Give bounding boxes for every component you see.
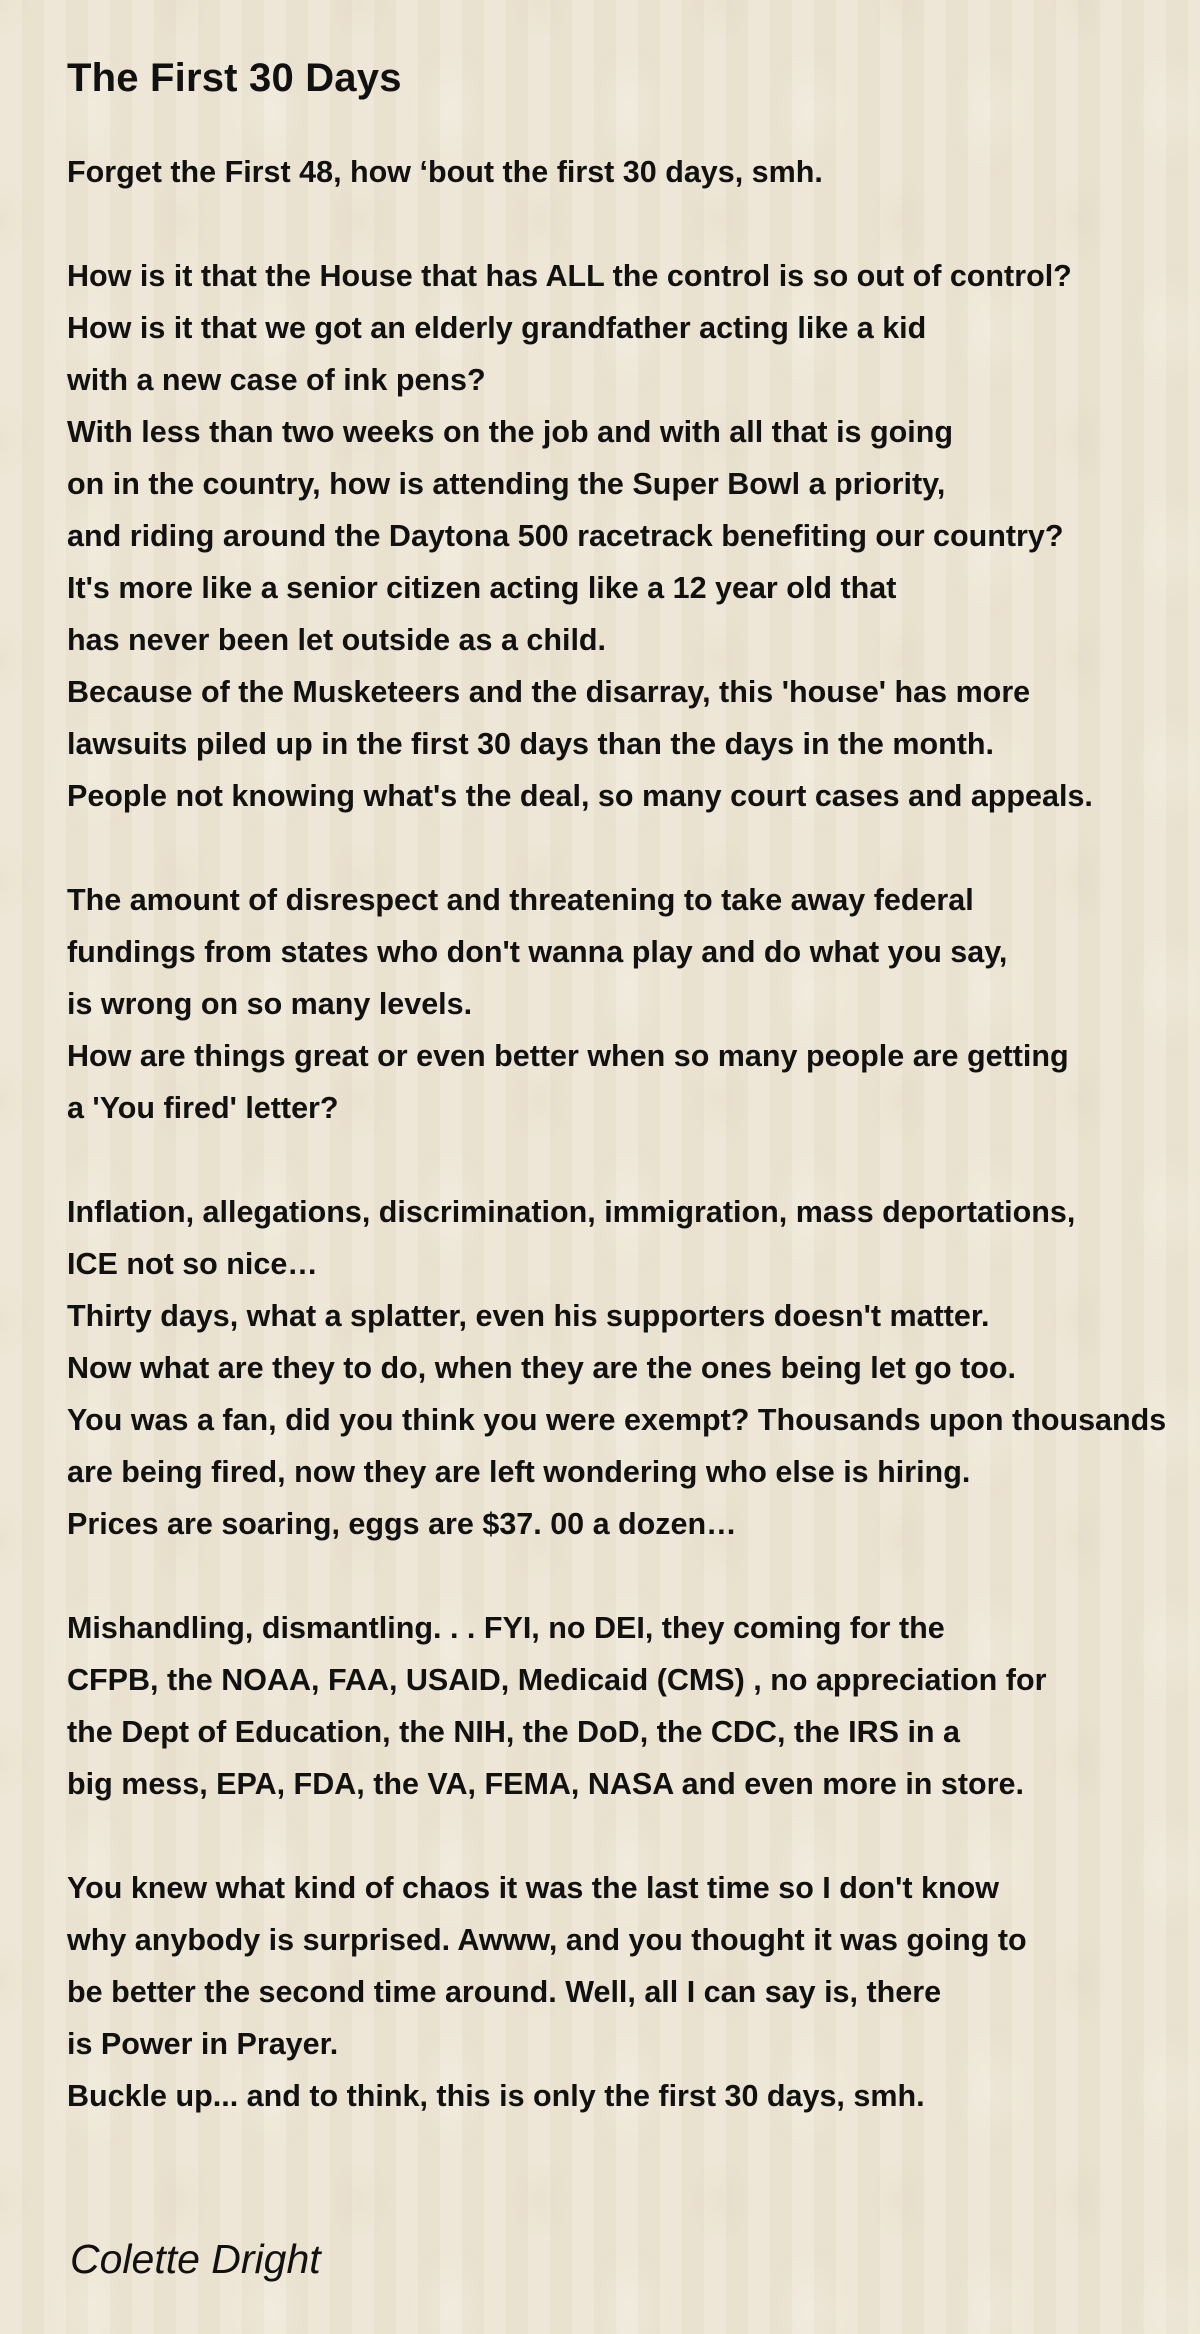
poem-line: How is it that the House that has ALL the control is so out of control? bbox=[67, 259, 1072, 293]
poem-line: lawsuits piled up in the first 30 days than the days in the month. bbox=[67, 727, 995, 761]
poem-line: a 'You fired' letter? bbox=[67, 1091, 339, 1125]
poem-line: Prices are soaring, eggs are $37. 00 a dozen… bbox=[67, 1507, 737, 1541]
poem-line: big mess, EPA, FDA, the VA, FEMA, NASA and even more in store. bbox=[67, 1767, 1024, 1801]
poem-title: The First 30 Days bbox=[67, 56, 402, 100]
poem-author: Colette Dright bbox=[70, 2236, 321, 2282]
poem-line: ICE not so nice… bbox=[67, 1247, 318, 1281]
poem-line: With less than two weeks on the job and with all that is going bbox=[67, 415, 953, 449]
poem-line: the Dept of Education, the NIH, the DoD, the CDC, the IRS in a bbox=[67, 1715, 960, 1749]
poem-line: on in the country, how is attending the Super Bowl a priority, bbox=[67, 467, 946, 501]
poem-line: Because of the Musketeers and the disarray, this 'house' has more bbox=[67, 675, 1031, 709]
poem-line: Inflation, allegations, discrimination, immigration, mass deportations, bbox=[67, 1195, 1076, 1229]
poem-line: Forget the First 48, how ‘bout the first 30 days, smh. bbox=[67, 155, 823, 189]
poem-line: are being fired, now they are left wondering who else is hiring. bbox=[67, 1455, 971, 1489]
poem-line: and riding around the Daytona 500 racetrack benefiting our country? bbox=[67, 519, 1064, 553]
stanza-break bbox=[67, 1550, 1192, 1602]
poem-line: How are things great or even better when so many people are getting bbox=[67, 1039, 1069, 1073]
poem-line: Thirty days, what a splatter, even his supporters doesn't matter. bbox=[67, 1299, 990, 1333]
poem-line: Now what are they to do, when they are the ones being let go too. bbox=[67, 1351, 1016, 1385]
poem-line: It's more like a senior citizen acting like a 12 year old that bbox=[67, 571, 897, 605]
stanza-break bbox=[67, 822, 1192, 874]
poem-line: why anybody is surprised. Awww, and you thought it was going to bbox=[67, 1923, 1027, 1957]
poem-line: fundings from states who don't wanna play and do what you say, bbox=[67, 935, 1008, 969]
poem-line: be better the second time around. Well, all I can say is, there bbox=[67, 1975, 942, 2009]
poem-line: You knew what kind of chaos it was the last time so I don't know bbox=[67, 1871, 999, 1905]
poem-line: Buckle up... and to think, this is only the first 30 days, smh. bbox=[67, 2079, 925, 2113]
poem-line: CFPB, the NOAA, FAA, USAID, Medicaid (CMS) , no appreciation for bbox=[67, 1663, 1047, 1697]
poem-line: with a new case of ink pens? bbox=[67, 363, 486, 397]
poem-line: is wrong on so many levels. bbox=[67, 987, 473, 1021]
stanza-break bbox=[67, 198, 1192, 250]
poem-line: Mishandling, dismantling. . . FYI, no DEI, they coming for the bbox=[67, 1611, 945, 1645]
stanza-break bbox=[67, 1134, 1192, 1186]
poem-body bbox=[67, 146, 1192, 2122]
poem-line: People not knowing what's the deal, so many court cases and appeals. bbox=[67, 779, 1093, 813]
stanza-break bbox=[67, 1810, 1192, 1862]
poem-line: has never been let outside as a child. bbox=[67, 623, 607, 657]
poem-line: is Power in Prayer. bbox=[67, 2027, 339, 2061]
poem-line: The amount of disrespect and threatening to take away federal bbox=[67, 883, 974, 917]
poem-line: You was a fan, did you think you were exempt? Thousands upon thousands bbox=[67, 1403, 1167, 1437]
poem-line: How is it that we got an elderly grandfather acting like a kid bbox=[67, 311, 927, 345]
